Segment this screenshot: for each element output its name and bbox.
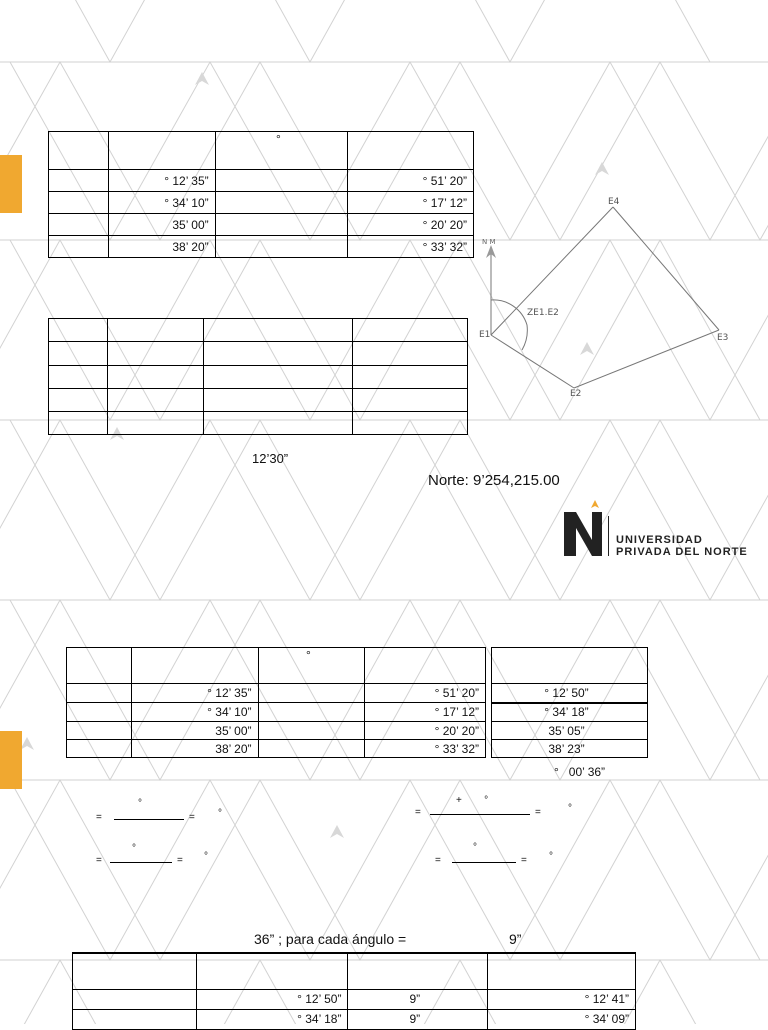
logo-line2: PRIVADA DEL NORTE: [616, 546, 748, 558]
empty-table: [48, 318, 468, 435]
university-logo: [562, 498, 757, 558]
table-cell: ° 34’ 18”: [196, 1009, 348, 1029]
formula-left-bot-res: °: [204, 851, 208, 862]
accent-tab-bottom: [0, 731, 22, 789]
table-cell: ° 51’ 20”: [348, 170, 474, 192]
table-cell: [203, 319, 353, 342]
table-cell: ° 17’ 12”: [348, 192, 474, 214]
table-cell: [215, 170, 348, 192]
header-cell: °: [215, 132, 348, 170]
table-cell: [49, 192, 109, 214]
table-cell: [258, 740, 365, 758]
vertex-e2-label: E2: [570, 389, 582, 399]
table-cell: [215, 214, 348, 236]
table-cell: 38’ 20”: [131, 740, 258, 758]
adjusted-angles-table: [72, 952, 636, 1030]
table-cell: [73, 1009, 197, 1029]
table-cell: [107, 389, 203, 412]
table-cell: [353, 319, 468, 342]
time-text: 12’30”: [252, 451, 289, 466]
table-cell: ° 20’ 20”: [365, 722, 486, 740]
table-cell: ° 51’ 20”: [365, 684, 486, 703]
table-cell: [49, 389, 108, 412]
formula-right-bot-num: °: [473, 842, 477, 853]
table-cell: ° 34’ 09”: [488, 1009, 636, 1029]
table-cell: ° 12’ 50”: [492, 684, 648, 703]
formula-left-top-bar: [114, 819, 184, 820]
header-cell: [492, 648, 648, 684]
table-cell: 35’ 05”: [492, 722, 648, 740]
header-cell: [348, 953, 488, 989]
table-cell: [215, 192, 348, 214]
header-cell: [488, 953, 636, 989]
table-cell: 9”: [348, 1009, 488, 1029]
correction-value: 9”: [509, 931, 522, 947]
formula-left-bot-eq2: =: [177, 855, 183, 866]
table-cell: [353, 389, 468, 412]
vertex-e4-label: E4: [608, 197, 620, 207]
table-cell: [107, 319, 203, 342]
header-cell: [196, 953, 348, 989]
table-cell: [49, 412, 108, 435]
table-cell: [49, 366, 108, 389]
table-cell: [258, 722, 365, 740]
formula-right-top-num: + °: [456, 795, 489, 806]
table-cell: [203, 342, 353, 366]
table-cell: [353, 366, 468, 389]
table-cell: [67, 703, 132, 722]
table-cell: [49, 236, 109, 258]
table-cell: [215, 236, 348, 258]
vertex-e1-label: E1: [479, 330, 491, 340]
table-cell: [49, 170, 109, 192]
vertex-e3-label: E3: [717, 333, 729, 343]
formula-right-bot-res: °: [549, 851, 553, 862]
formula-left-top-eq2: =: [189, 812, 195, 823]
formula-left-bot-eq1: =: [96, 855, 102, 866]
university-logo-mark: [562, 498, 608, 558]
table-cell: ° 17’ 12”: [365, 703, 486, 722]
logo-divider: [608, 516, 609, 556]
table-cell: ° 34’ 10”: [131, 703, 258, 722]
header-cell: [365, 648, 486, 684]
north-coordinate-text: Norte: 9’254,215.00: [428, 472, 560, 489]
table-cell: ° 12’ 41”: [488, 989, 636, 1009]
accent-tab-top: [0, 155, 22, 213]
formula-left-top-num: °: [138, 798, 142, 809]
formula-right-top-bar: [430, 814, 530, 815]
table-cell: ° 33’ 32”: [348, 236, 474, 258]
table-cell: [353, 412, 468, 435]
formula-right-top-res: °: [568, 803, 572, 814]
table-cell: [67, 684, 132, 703]
angles-table-1: [48, 131, 474, 258]
formula-right-bot-bar: [452, 862, 516, 863]
header-cell: [67, 648, 132, 684]
logo-line1: UNIVERSIDAD: [616, 534, 703, 546]
table-cell: 9”: [348, 989, 488, 1009]
north-label: N M: [482, 238, 496, 246]
table-cell: [73, 989, 197, 1009]
header-cell: [131, 648, 258, 684]
table-cell: 35’ 00”: [108, 214, 215, 236]
formula-right-bot-eq1: =: [435, 855, 441, 866]
formula-left-bot-bar: [110, 862, 172, 863]
table-cell: [107, 412, 203, 435]
table-cell: [49, 319, 108, 342]
table-cell: [107, 342, 203, 366]
table-cell: [67, 722, 132, 740]
table-cell: [67, 740, 132, 758]
table-cell: ° 34’ 10”: [108, 192, 215, 214]
table-cell: ° 20’ 20”: [348, 214, 474, 236]
formula-left-top-res: °: [218, 808, 222, 819]
angle-label: ZE1.E2: [527, 308, 559, 318]
formula-right-top-eq2: =: [535, 807, 541, 818]
correction-text: 36” ; para cada ángulo =: [254, 931, 407, 947]
table-cell: [203, 389, 353, 412]
table-cell: [203, 412, 353, 435]
header-cell: [348, 132, 474, 170]
table-cell: ° 12’ 35”: [131, 684, 258, 703]
table-cell: 38’ 23”: [492, 740, 648, 758]
traverse-diagram: [470, 190, 740, 405]
table-cell: 35’ 00”: [131, 722, 258, 740]
table-cell: 38’ 20”: [108, 236, 215, 258]
formula-right-top-eq1: =: [415, 807, 421, 818]
formula-right-bot-eq2: =: [521, 855, 527, 866]
formula-left-bot-num: °: [132, 843, 136, 854]
table-cell: ° 33’ 32”: [365, 740, 486, 758]
table-cell: ° 34’ 18”: [492, 703, 648, 722]
formula-left-top-eq1: =: [96, 812, 102, 823]
table-cell: ° 12’ 50”: [196, 989, 348, 1009]
header-cell: [49, 132, 109, 170]
table-cell: [49, 214, 109, 236]
header-cell: [73, 953, 197, 989]
table-cell: [258, 703, 365, 722]
table-cell: [258, 684, 365, 703]
corrected-angles-table: [491, 647, 648, 758]
header-cell: °: [258, 648, 365, 684]
table-cell: [203, 366, 353, 389]
sum-difference-text: ° 00’ 36”: [554, 765, 606, 779]
table-cell: [353, 342, 468, 366]
table-cell: ° 12’ 35”: [108, 170, 215, 192]
angles-table-2: [66, 647, 486, 758]
table-cell: [107, 366, 203, 389]
table-cell: [49, 342, 108, 366]
header-cell: [108, 132, 215, 170]
